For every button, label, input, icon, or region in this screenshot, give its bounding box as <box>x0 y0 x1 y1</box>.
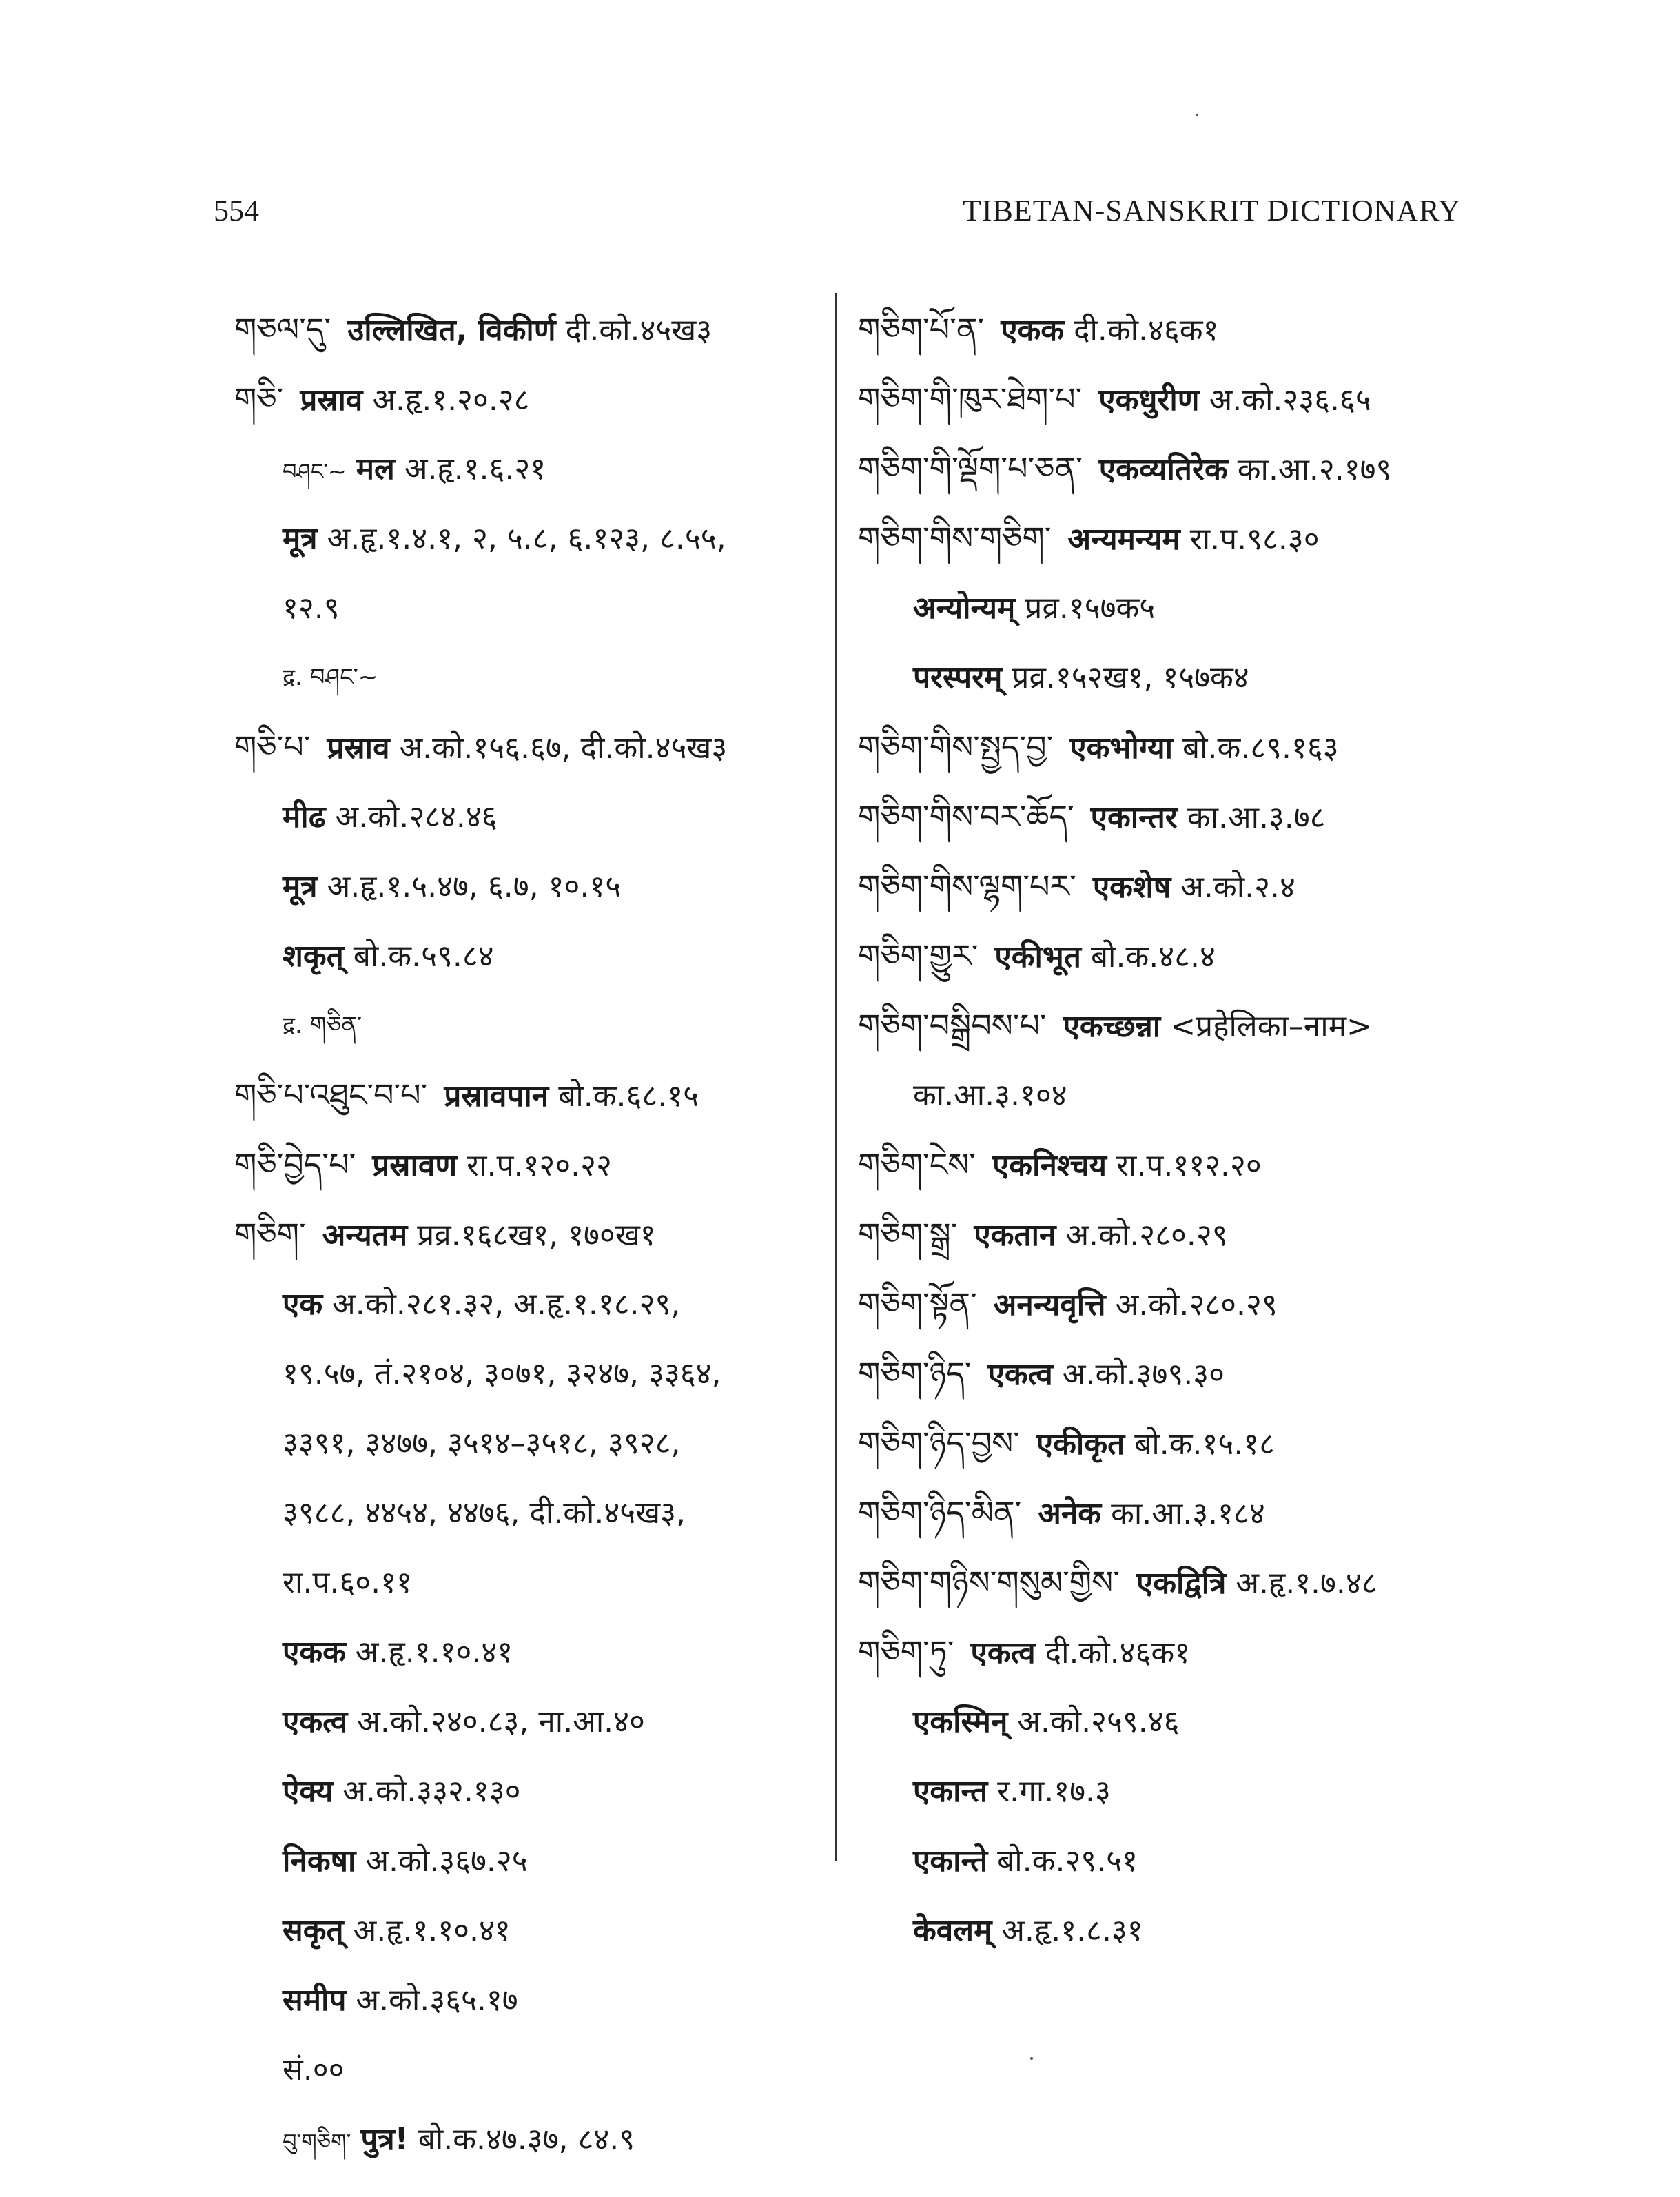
dictionary-entry <box>858 713 1464 782</box>
tibetan-headword: གཅིག་བསྒྲིབས་པ་ <box>858 1007 1047 1044</box>
dictionary-sub <box>234 1896 820 1965</box>
print-speck <box>1196 114 1198 116</box>
sanskrit-equivalent: एकीकृत <box>1036 1427 1125 1462</box>
sanskrit-equivalent: एकत्व <box>987 1357 1053 1392</box>
source-reference: अ.हृ.१.२०.२८ <box>372 382 530 418</box>
tibetan-headword: གཅིག་ <box>234 1216 306 1253</box>
dictionary-entry <box>858 504 1464 573</box>
dictionary-entry <box>858 295 1464 365</box>
tibetan-headword: གཅིག་ཉིད་ <box>858 1355 972 1392</box>
sanskrit-equivalent: एकान्त <box>913 1774 988 1809</box>
dictionary-sub <box>858 1896 1464 1965</box>
sanskrit-equivalent: प्रस्रावण <box>372 1148 458 1183</box>
source-reference: र.गा.१७.३ <box>997 1774 1111 1809</box>
source-reference: का.आ.२.१७९ <box>1237 452 1392 487</box>
tibetan-headword: གཅིག་སྒྲ་ <box>858 1216 958 1253</box>
print-speck <box>1030 2057 1033 2060</box>
sanskrit-equivalent: अनन्यवृत्ति <box>993 1287 1106 1322</box>
dictionary-entry <box>234 365 820 434</box>
dictionary-entry <box>858 1339 1464 1409</box>
tibetan-headword: གཅིག་པོ་ན་ <box>858 311 985 348</box>
sanskrit-equivalent: एकशेष <box>1092 870 1171 905</box>
source-reference: दी.को.४६क१ <box>1074 313 1219 348</box>
tibetan-subword: བུ་གཅིག་ <box>283 2129 351 2155</box>
dictionary-sub <box>858 573 1464 643</box>
sanskrit-equivalent: पुत्र! <box>360 2122 409 2157</box>
sanskrit-equivalent: एकक <box>283 1635 346 1670</box>
source-reference: अ.को.२८१.३२, अ.हृ.१.१८.२९, <box>332 1287 681 1322</box>
dictionary-entry <box>234 1061 820 1130</box>
tibetan-headword: གཅིག་ཏུ་ <box>858 1633 954 1670</box>
dictionary-sub <box>234 2035 820 2105</box>
sanskrit-equivalent: एकनिश्चय <box>992 1148 1107 1183</box>
dictionary-entry <box>858 1200 1464 1269</box>
source-reference: अ.को.२३६.६५ <box>1209 382 1371 418</box>
sanskrit-equivalent: मल <box>356 451 395 487</box>
source-reference: अ.को.१५६.६७, दी.को.४५ख३ <box>399 730 728 766</box>
source-reference: १२.९ <box>283 591 340 626</box>
right-column <box>858 295 1464 1965</box>
source-reference: बो.क.५९.८४ <box>353 939 494 974</box>
sanskrit-equivalent: एक <box>283 1287 323 1322</box>
dictionary-cont <box>234 573 820 643</box>
dictionary-entry <box>858 1617 1464 1687</box>
dictionary-sub <box>234 1617 820 1687</box>
source-reference: सं.०० <box>283 2052 345 2087</box>
source-reference: ३९८८, ४४५४, ४४७६, दी.को.४५ख३, <box>283 1495 686 1531</box>
dictionary-sub <box>234 2105 820 2174</box>
dictionary-entry <box>858 1548 1464 1617</box>
sanskrit-equivalent: परस्परम् <box>913 660 1003 695</box>
dictionary-cont <box>858 1061 1464 1130</box>
dictionary-sub <box>858 1826 1464 1896</box>
tibetan-headword: གཅིག་གིས་ལྷག་པར་ <box>858 868 1076 905</box>
tibetan-headword: གཅི་ <box>234 380 284 418</box>
tibetan-headword: གཅིག་སྟོན་ <box>858 1285 977 1322</box>
dictionary-entry <box>858 852 1464 921</box>
source-reference: अ.को.३७९.३० <box>1062 1357 1225 1392</box>
tibetan-headword: གཅི་བྱེད་པ་ <box>234 1146 356 1183</box>
cross-reference-note: द्र. གཅིན་ <box>283 1012 362 1039</box>
source-reference: अ.को.२५९.४६ <box>1017 1704 1180 1739</box>
tibetan-headword: གཅལ་དུ་ <box>234 311 331 348</box>
sanskrit-equivalent: अन्यतम <box>322 1218 408 1253</box>
source-reference: प्रव्र.१५२ख१, १५७क४ <box>1012 660 1249 695</box>
source-reference: अ.को.२८०.२९ <box>1115 1287 1278 1322</box>
source-reference: अ.को.२८४.४६ <box>335 799 498 835</box>
source-reference: १९.५७, तं.२१०४, ३०७१, ३२४७, ३३६४, <box>283 1356 721 1391</box>
source-reference: बो.क.६८.१५ <box>558 1079 699 1114</box>
source-reference: दी.को.४६क१ <box>1045 1635 1191 1670</box>
dictionary-entry <box>858 1409 1464 1478</box>
sanskrit-equivalent: एकभोग्या <box>1069 730 1174 766</box>
sanskrit-equivalent: एकक <box>1001 313 1065 348</box>
tibetan-headword: གཅིག་གིས་གཅིག་ <box>858 520 1052 557</box>
dictionary-note <box>234 991 820 1061</box>
sanskrit-equivalent: प्रस्राव <box>300 382 363 418</box>
sanskrit-equivalent: मीढ <box>283 799 326 835</box>
dictionary-sub <box>858 643 1464 713</box>
dictionary-cont <box>234 1339 820 1409</box>
source-reference: अ.हृ.१.६.२१ <box>404 451 546 487</box>
source-reference: बो.क.४७.३७, ८४.९ <box>418 2122 635 2157</box>
source-reference: दी.को.४५ख३ <box>565 313 713 348</box>
tibetan-headword: གཅིག་གིས་སྤྱད་བྱ་ <box>858 728 1054 766</box>
source-reference: रा.प.११२.२० <box>1116 1148 1262 1183</box>
source-reference: अ.को.२.४ <box>1180 870 1295 905</box>
left-column <box>234 295 820 2174</box>
source-reference: अ.हृ.१.८.३१ <box>1001 1913 1143 1948</box>
source-reference: अ.हृ.१.१०.४१ <box>355 1635 513 1670</box>
dictionary-sub <box>234 504 820 573</box>
source-reference: रा.प.९८.३० <box>1189 522 1320 557</box>
tibetan-subword: བཤང་~ <box>283 458 347 484</box>
sanskrit-equivalent: एकस्मिन् <box>913 1704 1008 1739</box>
source-reference: प्रव्र.१६८ख१, १७०ख१ <box>417 1218 656 1253</box>
source-reference: प्रव्र.१५७क५ <box>1025 591 1156 626</box>
sanskrit-equivalent: ऐक्य <box>283 1774 334 1809</box>
source-reference: का.आ.३.१०४ <box>913 1078 1067 1113</box>
column-divider <box>835 293 837 1861</box>
dictionary-sub <box>858 1687 1464 1757</box>
dictionary-entry <box>858 1478 1464 1548</box>
running-head: TIBETAN-SANSKRIT DICTIONARY <box>963 194 1461 227</box>
sanskrit-equivalent: एकान्तर <box>1090 800 1178 835</box>
dictionary-sub <box>234 1269 820 1339</box>
source-reference: अ.हृ.१.४.१, २, ५.८, ६.१२३, ८.५५, <box>327 521 726 556</box>
sanskrit-equivalent: निकषा <box>283 1843 356 1879</box>
dictionary-cont <box>234 1548 820 1617</box>
sanskrit-equivalent: मूत्र <box>283 869 318 904</box>
sanskrit-equivalent: सकृत् <box>283 1913 344 1948</box>
sanskrit-equivalent: प्रस्राव <box>327 730 390 766</box>
sanskrit-equivalent: अन्योन्यम् <box>913 591 1016 626</box>
dictionary-sub <box>234 782 820 852</box>
sanskrit-equivalent: एकव्यतिरेक <box>1098 452 1228 487</box>
source-reference: अ.को.३३२.१३० <box>342 1774 521 1809</box>
sanskrit-equivalent: एकतान <box>974 1218 1056 1253</box>
dictionary-entry <box>234 295 820 365</box>
sanskrit-equivalent: अन्यमन्यम <box>1067 522 1180 557</box>
dictionary-entry <box>858 365 1464 434</box>
sanskrit-equivalent: एकत्व <box>970 1635 1036 1670</box>
source-reference: अ.को.२८०.२९ <box>1065 1218 1228 1253</box>
page-number: 554 <box>214 194 259 227</box>
dictionary-entry <box>858 1130 1464 1200</box>
source-reference: ३३९१, ३४७७, ३५१४–३५१८, ३९२८, <box>283 1426 681 1461</box>
source-reference: बो.क.२९.५१ <box>997 1843 1138 1879</box>
cross-reference-note: द्र. བཤང་~ <box>283 664 378 691</box>
dictionary-entry <box>858 434 1464 504</box>
source-reference: अ.को.२४०.८३, ना.आ.४० <box>357 1704 645 1739</box>
source-reference: अ.को.३६७.२५ <box>365 1843 528 1879</box>
tibetan-headword: གཅིག་གིས་བར་ཆོད་ <box>858 798 1074 835</box>
source-reference: अ.को.३६५.१७ <box>356 1983 518 2018</box>
tibetan-headword: གཅིག་ཉིད་མིན་ <box>858 1494 1022 1531</box>
dictionary-note <box>234 643 820 713</box>
sanskrit-equivalent: एकद्वित्रि <box>1136 1566 1227 1601</box>
source-reference: अ.हृ.१.७.४८ <box>1236 1566 1377 1601</box>
source-reference: का.आ.३.७८ <box>1187 800 1326 835</box>
tibetan-headword: གཅིག་གི་ལྡོག་པ་ཅན་ <box>858 450 1083 487</box>
dictionary-entry <box>858 782 1464 852</box>
sanskrit-equivalent: शकृत् <box>283 939 344 974</box>
sanskrit-equivalent: एकधुरीण <box>1098 382 1200 418</box>
tibetan-headword: གཅི་པ་འཐུང་བ་པ་ <box>234 1076 428 1114</box>
source-reference: अ.हृ.१.५.४७, ६.७, १०.१५ <box>327 869 622 904</box>
tibetan-headword: གཅིག་ངེས་ <box>858 1146 976 1183</box>
source-reference: बो.क.१५.१८ <box>1134 1427 1275 1462</box>
dictionary-entry <box>234 1130 820 1200</box>
sanskrit-equivalent: समीप <box>283 1983 347 2018</box>
dictionary-sub <box>234 921 820 991</box>
tibetan-headword: གཅིག་གྱུར་ <box>858 937 979 974</box>
source-reference: <प्रहेलिका–नाम> <box>1170 1009 1372 1044</box>
dictionary-sub <box>234 434 820 504</box>
dictionary-cont <box>234 1478 820 1548</box>
dictionary-entry <box>858 1269 1464 1339</box>
sanskrit-equivalent: केवलम् <box>913 1913 992 1948</box>
sanskrit-equivalent: अनेक <box>1038 1496 1102 1531</box>
sanskrit-equivalent: एकीभूत <box>994 939 1081 974</box>
source-reference: रा.प.१२०.२२ <box>467 1148 612 1183</box>
tibetan-headword: གཅིག་གི་ཁུར་ཐེག་པ་ <box>858 380 1083 418</box>
sanskrit-equivalent: प्रस्रावपान <box>444 1079 549 1114</box>
dictionary-sub <box>234 852 820 921</box>
sanskrit-equivalent: एकच्छन्ना <box>1063 1009 1161 1044</box>
sanskrit-equivalent: एकत्व <box>283 1704 348 1739</box>
dictionary-sub <box>234 1965 820 2035</box>
source-reference: बो.क.८९.१६३ <box>1182 730 1339 766</box>
sanskrit-equivalent: उल्लिखित, विकीर्ण <box>347 313 556 348</box>
sanskrit-equivalent: मूत्र <box>283 521 318 556</box>
tibetan-headword: གཅིག་ཉིད་བྱས་ <box>858 1424 1020 1462</box>
source-reference: बो.क.४८.४ <box>1090 939 1216 974</box>
dictionary-entry <box>234 1200 820 1269</box>
dictionary-cont <box>234 1409 820 1478</box>
sanskrit-equivalent: एकान्ते <box>913 1843 988 1879</box>
source-reference: रा.प.६०.११ <box>283 1565 412 1600</box>
dictionary-sub <box>234 1687 820 1757</box>
source-reference: का.आ.३.१८४ <box>1111 1496 1265 1531</box>
dictionary-entry <box>858 991 1464 1061</box>
dictionary-sub <box>234 1757 820 1826</box>
dictionary-entry <box>234 713 820 782</box>
tibetan-headword: གཅིག་གཉིས་གསུམ་གྱིས་ <box>858 1564 1120 1601</box>
dictionary-sub <box>234 1826 820 1896</box>
source-reference: अ.हृ.१.१०.४१ <box>353 1913 511 1948</box>
dictionary-entry <box>858 921 1464 991</box>
tibetan-headword: གཅི་པ་ <box>234 728 311 766</box>
dictionary-sub <box>858 1757 1464 1826</box>
